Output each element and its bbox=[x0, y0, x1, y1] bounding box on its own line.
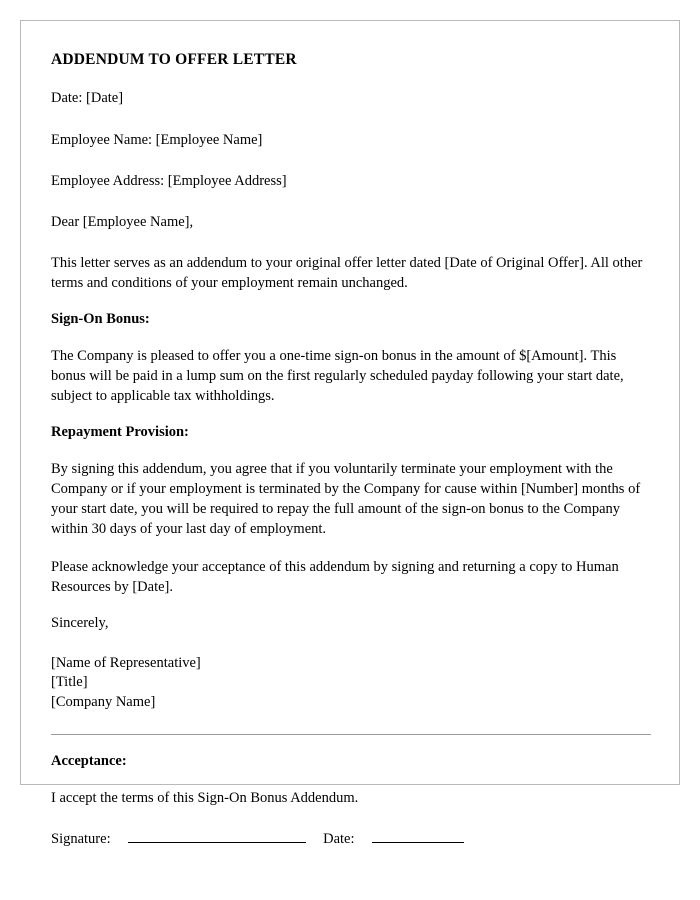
section-heading-sign-on-bonus: Sign-On Bonus: bbox=[51, 310, 150, 327]
letter-content bbox=[21, 21, 679, 848]
intro-paragraph: This letter serves as an addendum to your original offer letter dated [Date of Original Offer]. All other terms and conditions of your employment remain unchanged. bbox=[51, 254, 643, 291]
signature-company-name: [Company Name] bbox=[51, 693, 156, 710]
letter-sheet bbox=[20, 20, 680, 848]
section-divider bbox=[51, 734, 651, 735]
section-body-repayment-provision: By signing this addendum, you agree that if you voluntarily terminate your employment with the Company or if your employment is terminated by the Company for cause within [Number] months of your start date, you will be required to repay the full amount of the sign-on bonus to the Company within 30 days of your last day of employment. bbox=[51, 460, 641, 537]
acceptance-heading: Acceptance: bbox=[51, 753, 127, 770]
section-heading-repayment-provision: Repayment Provision: bbox=[51, 423, 189, 440]
signature-block bbox=[51, 654, 651, 713]
section-body-sign-on-bonus: The Company is pleased to offer you a one-time sign-on bonus in the amount of $[Amount]. This bonus will be paid in a lump sum on the first regularly scheduled payday following your start date, subject to applicable tax withholdings. bbox=[51, 347, 624, 404]
field-employee-address: Employee Address: [Employee Address] bbox=[51, 173, 287, 190]
acceptance-statement: I accept the terms of this Sign-On Bonus Addendum. bbox=[51, 790, 359, 807]
signature-representative-title: [Title] bbox=[51, 674, 88, 691]
date-input-line[interactable] bbox=[372, 842, 464, 843]
acknowledgement-paragraph: Please acknowledge your acceptance of this addendum by signing and returning a copy to Human Resources by [Date]. bbox=[51, 558, 619, 595]
signature-label: Signature: bbox=[51, 831, 111, 848]
page-title: ADDENDUM TO OFFER LETTER bbox=[51, 51, 297, 68]
signature-row bbox=[51, 831, 651, 848]
signature-input-line[interactable] bbox=[128, 842, 306, 843]
field-date: Date: [Date] bbox=[51, 90, 124, 106]
field-employee-name: Employee Name: [Employee Name] bbox=[51, 131, 263, 148]
signature-representative-name: [Name of Representative] bbox=[51, 654, 201, 671]
date-label: Date: bbox=[323, 831, 355, 848]
salutation: Dear [Employee Name], bbox=[51, 213, 194, 230]
closing: Sincerely, bbox=[51, 614, 109, 631]
